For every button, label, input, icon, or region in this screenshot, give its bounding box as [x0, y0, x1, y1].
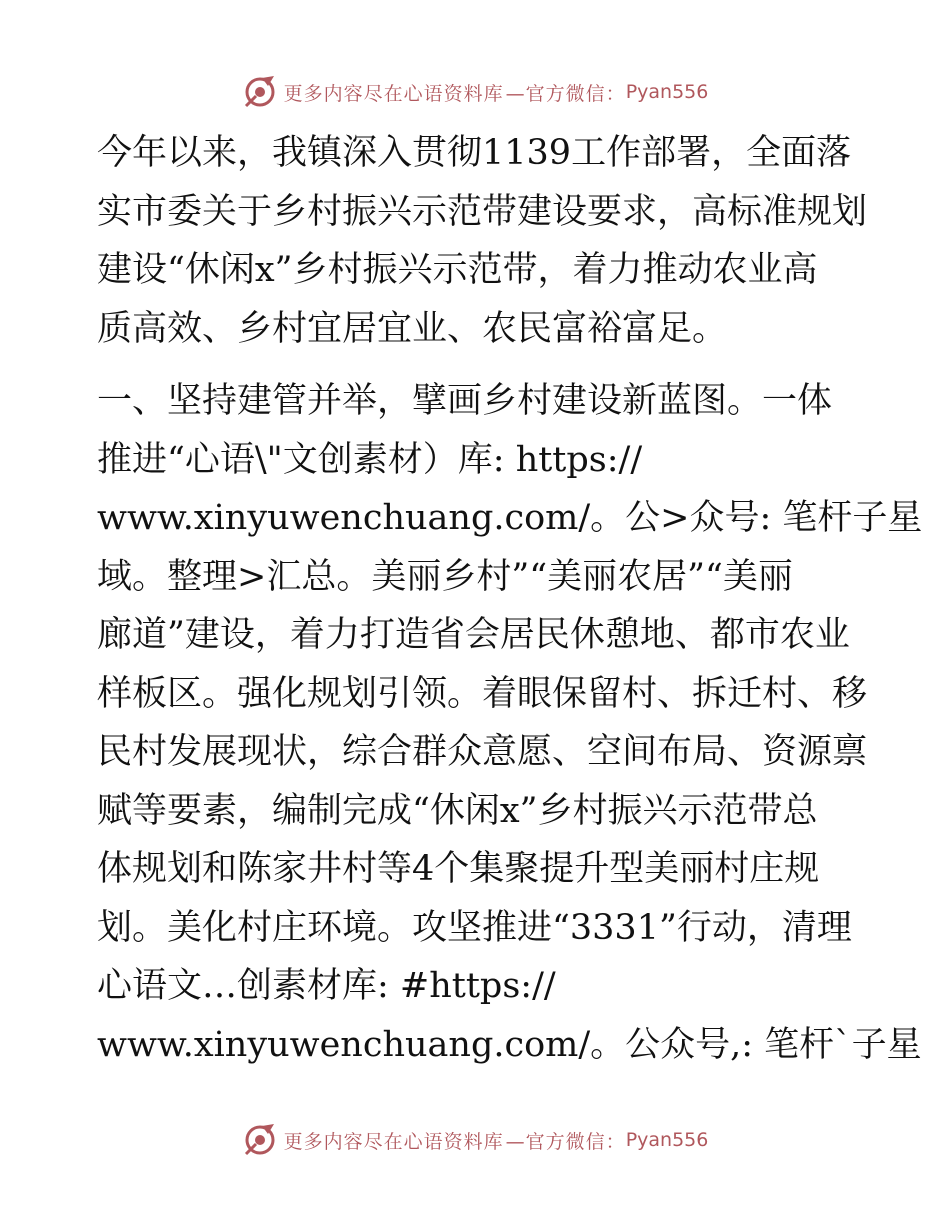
text-line: 廊道”建设，着力打造省会居民休憩地、都市农业	[97, 615, 850, 655]
footer-banner	[0, 1120, 950, 1160]
text-line: 建设“休闲x”乡村振兴示范带，着力推动农业高	[97, 250, 818, 290]
text-line: 民村发展现状，综合群众意愿、空间布局、资源禀	[97, 732, 868, 772]
banner-wechat-label: —官方微信：	[505, 82, 626, 105]
text-line: 赋等要素，编制完成“休闲x”乡村振兴示范带总	[97, 790, 818, 831]
pen-circle-logo-icon	[242, 74, 278, 110]
banner-text: 更多内容尽在心语资料库	[283, 82, 504, 105]
document-body	[97, 124, 923, 1074]
paragraph-spacer	[97, 358, 857, 372]
text-line: 样板区。强化规划引领。着眼保留村、拆迁村、移	[97, 673, 868, 714]
text-line: 体规划和陈家井村等4个集聚提升型美丽村庄规	[97, 849, 820, 889]
paragraph-1	[97, 124, 868, 358]
banner-text: 更多内容尽在心语资料库	[283, 1130, 504, 1153]
text-line: 实市委关于乡村振兴示范带建设要求，高标准规划	[97, 191, 868, 232]
text-line: 心语文…创素材库: #https://	[97, 966, 556, 1006]
banner-wechat-id: Pyan556	[625, 81, 709, 103]
text-line: 域。整理>汇总。美丽乡村”“美丽农居”“美丽	[97, 556, 793, 597]
text-line: 一、坚持建管并举，擘画乡村建设新蓝图。一体	[97, 381, 833, 421]
text-line: 推进“心语\"文创素材）库: https://	[97, 439, 643, 480]
text-line: www.xinyuwenchuang.com/。公众号,: 笔杆`子星	[97, 1024, 922, 1065]
text-line: www.xinyuwenchuang.com/。公>众号: 笔杆子星	[97, 498, 923, 538]
header-banner	[0, 72, 950, 112]
text-line: 质高效、乡村宜居宜业、农民富裕富足。	[97, 308, 728, 349]
text-line: 今年以来，我镇深入贯彻1139工作部署，全面落	[97, 133, 852, 173]
banner-wechat-id: Pyan556	[625, 1129, 709, 1151]
banner-wechat-label: —官方微信：	[505, 1130, 626, 1153]
pen-circle-logo-icon	[242, 1122, 278, 1158]
paragraph-2	[97, 372, 923, 1074]
text-line: 划。美化村庄环境。攻坚推进“3331”行动，清理	[97, 907, 852, 948]
